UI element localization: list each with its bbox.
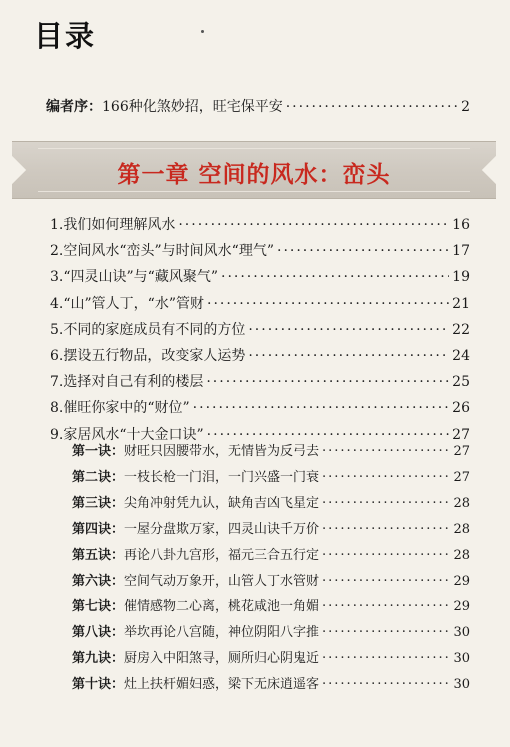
toc-subitem[interactable] [72,466,470,485]
toc-item-label: 3.“四灵山诀”与“藏风聚气” [50,269,218,286]
toc-subitem-page: 29 [453,573,470,589]
dot-leader [277,241,449,255]
preface-entry[interactable] [46,96,470,116]
toc-subitem-label [72,440,319,459]
toc-item-page: 27 [452,426,470,443]
dot-leader [178,215,449,229]
toc-subitem-page: 27 [453,444,470,459]
toc-subitem[interactable] [72,440,470,459]
toc-subitem-prefix: 第三诀： [72,495,125,511]
dot-leader [322,649,450,662]
toc-item[interactable] [50,345,470,365]
toc-subitem[interactable] [72,673,470,692]
preface-page: 2 [461,99,470,115]
dot-leader [193,398,450,412]
toc-item-page: 21 [452,295,470,312]
ink-dot [201,30,204,33]
toc-item-label: 4.“山”管人丁，“水”管财 [50,295,204,312]
preface-label [46,96,283,116]
toc-item-label: 6.摆设五行物品，改变家人运势 [50,348,246,364]
dot-leader [207,294,449,308]
toc-item-page: 26 [452,400,470,417]
dot-leader [322,494,450,507]
toc-subitem-text: 空间气动万象开，山管人丁水管财 [124,573,320,589]
toc-subitem-label [72,492,319,511]
toc-subitem-text: 一屋分盘欺万家，四灵山诀千万价 [124,521,320,537]
toc-subitem[interactable] [72,492,470,511]
toc-subitem-text: 举坎再论八宫随，神位阴阳八字推 [124,625,320,641]
toc-item-label: 1.我们如何理解风水 [50,217,176,233]
toc-item-label: 5.不同的家庭成员有不同的方位 [50,321,246,338]
chapter-title: 第一章 空间的风水：峦头 [117,162,391,188]
toc-subitem-prefix: 第九诀： [72,651,125,667]
dot-leader [322,675,450,688]
toc-item-page: 16 [452,217,470,233]
toc-subitem-page: 30 [453,651,470,667]
toc-item[interactable] [50,319,470,339]
toc-subitem-page: 30 [453,625,470,641]
toc-item-page: 22 [452,321,470,338]
toc-subitem-page: 27 [453,469,470,485]
preface-prefix: 编者序： [46,99,102,115]
toc-item[interactable] [50,240,470,260]
dot-leader [286,97,458,111]
toc-subitem[interactable] [72,518,470,537]
dot-leader [248,346,449,360]
toc-subitem-prefix: 第二诀： [72,469,125,485]
toc-subitem-page: 28 [453,521,470,537]
toc-item-label: 9.家居风水“十大金口诀” [50,426,204,443]
page-title: 目录 [34,19,97,53]
toc-subitem-page: 28 [453,495,470,511]
dot-leader [322,442,450,455]
dot-leader [322,572,450,585]
chapter-banner [12,141,496,199]
toc-subitem-text: 尖角冲射凭九认，缺角吉凶飞星定 [124,495,320,511]
toc-subitem-text: 再论八卦九宫形，福元三合五行定 [124,547,320,563]
dot-leader [248,320,449,334]
toc-subitem[interactable] [72,544,470,563]
toc-subitem-label [72,595,319,614]
toc-subitem-text: 灶上扶杆媚妇惑，梁下无床逍遥客 [124,677,320,693]
toc-subitem-text: 财旺只因腰带水，无情皆为反弓去 [124,444,320,459]
toc-subitem-label [72,570,319,589]
toc-subitem-page: 30 [453,677,470,693]
dot-leader [221,267,449,281]
toc-item[interactable] [50,214,470,234]
toc-item-page: 19 [452,269,470,286]
toc-subitem-label [72,544,319,563]
toc-item-label: 8.催旺你家中的“财位” [50,400,190,417]
dot-leader [207,425,450,439]
toc-subitem-prefix: 第五诀： [72,547,125,563]
toc-subitem-label [72,647,319,666]
preface-title: 166种化煞妙招，旺宅保平安 [102,99,283,115]
toc-item-page: 17 [452,243,470,260]
toc-item-label: 2.空间风水“峦头”与时间风水“理气” [50,243,274,260]
toc-subitem-prefix: 第四诀： [72,521,125,537]
toc-subitem-prefix: 第八诀： [72,625,125,641]
toc-item[interactable] [50,266,470,286]
toc-subitem[interactable] [72,621,470,640]
toc-item[interactable] [50,371,470,391]
toc-subitem-prefix: 第六诀： [72,573,125,589]
dot-leader [322,520,450,533]
dot-leader [322,468,450,481]
toc-item[interactable] [50,293,470,313]
dot-leader [322,597,450,610]
toc-subitem-label [72,518,319,537]
toc-subitem-label [72,621,319,640]
toc-subitem-label [72,673,319,692]
toc-item-page: 25 [452,374,470,391]
dot-leader [322,623,450,636]
toc-subitem[interactable] [72,595,470,614]
toc-subitem-text: 催情感物二心离，桃花咸池一角媚 [124,599,320,615]
toc-subitem-prefix: 第七诀： [72,599,125,615]
toc-subitem[interactable] [72,647,470,666]
toc-subitem-text: 一枝长枪一门泪，一门兴盛一门衰 [124,469,320,485]
dot-leader [322,546,450,559]
toc-subitem-page: 28 [453,547,470,563]
toc-subitem-prefix: 第一诀： [72,444,125,459]
toc-subitem-text: 厨房入中阳煞寻，厕所归心阴鬼近 [124,651,320,667]
toc-subitem-prefix: 第十诀： [72,677,125,693]
toc-item-label: 7.选择对自己有利的楼层 [50,374,204,391]
toc-item[interactable] [50,397,470,417]
dot-leader [206,372,449,386]
toc-item-page: 24 [452,348,470,364]
toc-subitem[interactable] [72,570,470,589]
toc-subitem-label [72,466,319,485]
toc-subitem-page: 29 [453,599,470,615]
